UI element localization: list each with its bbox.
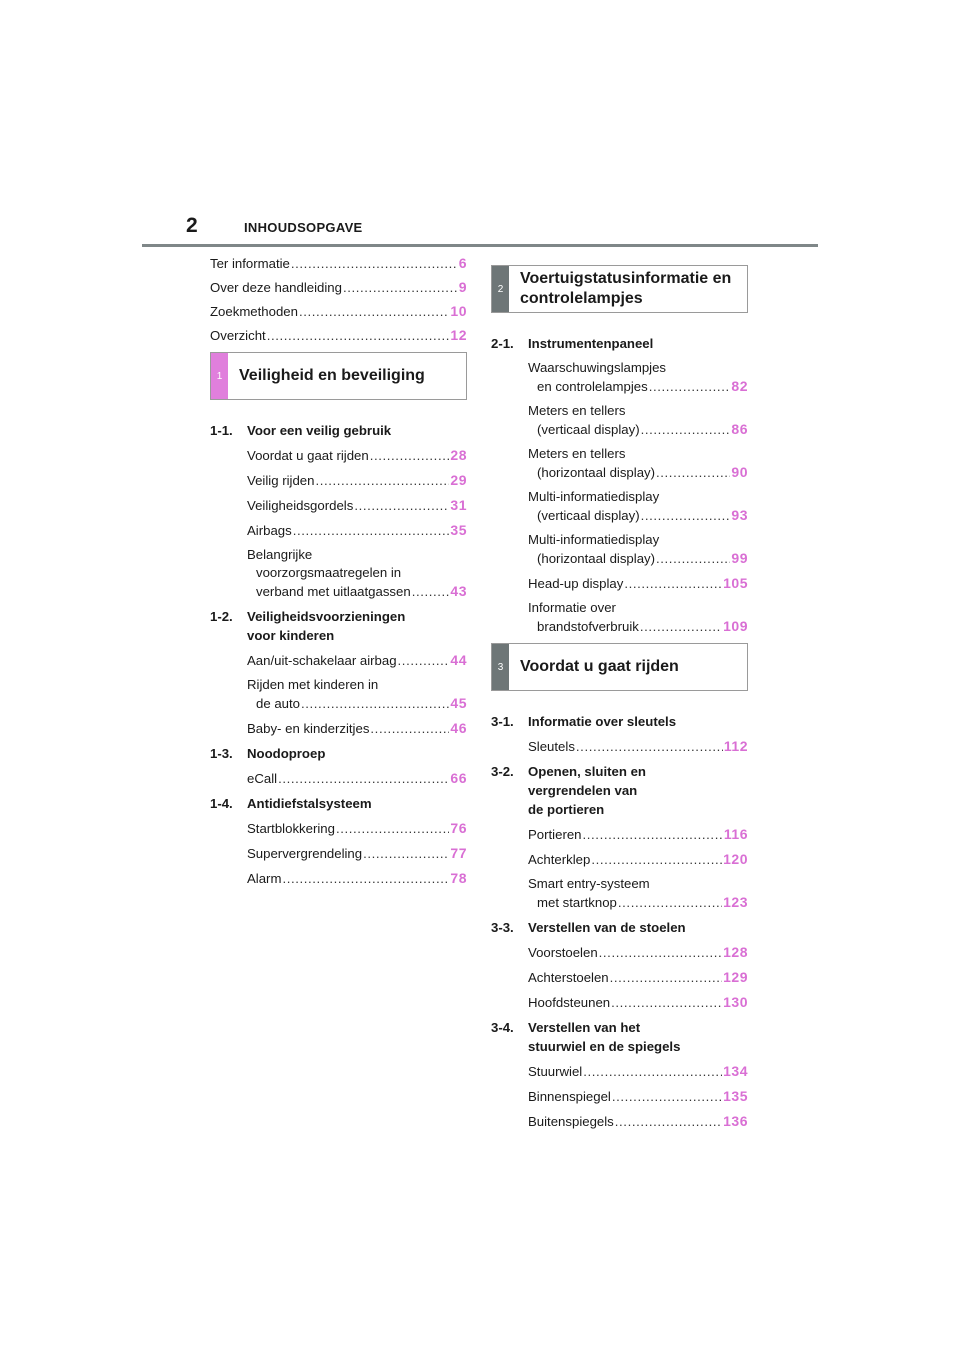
leader-dots [412,583,450,601]
toc-entry-label: (verticaal display) [537,422,640,437]
toc-subentry [528,850,748,869]
leader-dots [624,575,722,593]
section-heading[interactable] [210,421,467,440]
toc-page-link[interactable]: 43 [450,583,467,599]
toc-group [210,607,467,738]
chapter-heading-box[interactable] [491,265,748,313]
toc-subentry [247,521,467,540]
toc-entry[interactable] [528,1087,748,1106]
toc-subentry [247,819,467,838]
toc-entry-text: Smart entry-systeem [528,876,650,891]
toc-page-link[interactable]: 99 [731,550,748,566]
toc-entry[interactable] [247,719,467,738]
toc-subentry [528,943,748,962]
section-number: 3-1. [491,714,514,729]
toc-group [491,918,748,1012]
toc-subentry [528,402,748,439]
leader-dots [343,279,458,297]
section-heading[interactable] [491,334,748,353]
leader-dots [583,826,723,844]
toc-subentry [247,844,467,863]
toc-subentry [247,471,467,490]
toc-page-link[interactable]: 45 [450,695,467,711]
toc-entry[interactable] [528,993,748,1012]
leader-dots [610,969,723,987]
leader-dots [282,870,449,888]
section-heading[interactable] [491,762,748,819]
toc-subentry [247,769,467,788]
section-number: 1-1. [210,423,233,438]
section-number: 1-3. [210,746,233,761]
leader-dots [576,738,723,756]
toc-entry[interactable] [528,825,748,844]
toc-page-link[interactable]: 116 [723,826,748,842]
toc-subentry [528,875,748,912]
toc-group [210,744,467,788]
section-number: 3-3. [491,920,514,935]
chapter-1-section [210,352,467,888]
section-number: 3-2. [491,764,514,779]
toc-entry-text: Multi-informatiedisplay [528,532,660,547]
toc-entry-label: (horizontaal display) [537,551,656,566]
toc-entry-label: Alarm [247,871,282,886]
leader-dots [354,497,449,515]
toc-page-link[interactable]: 105 [723,575,748,591]
toc-group [491,712,748,756]
toc-entry-label: Buitenspiegels [528,1114,614,1129]
toc-page-link[interactable]: 136 [723,1113,748,1129]
toc-entry[interactable] [528,893,748,912]
section-heading[interactable] [210,607,467,645]
toc-entry-label: Veiligheidsgordels [247,498,354,513]
toc-subentry [528,1087,748,1106]
leader-dots [315,472,449,490]
toc-entry-label: Supervergrendeling [247,846,363,861]
toc-entry[interactable] [528,1062,748,1081]
section-heading[interactable] [491,1018,748,1056]
toc-subentry [528,1062,748,1081]
section-title: Verstellen van de stoelen [528,920,686,935]
toc-entry[interactable] [210,326,467,345]
toc-entry[interactable] [528,506,748,525]
chapter-tab: 2 [492,266,509,312]
running-title: INHOUDSOPGAVE [244,220,363,235]
toc-entry-label: brandstofverbruik [537,619,639,634]
toc-entry[interactable] [247,844,467,863]
toc-entry[interactable] [210,254,467,273]
toc-entry-label: Binnenspiegel [528,1089,611,1104]
section-number: 3-4. [491,1020,514,1035]
toc-page-link[interactable]: 44 [450,652,467,668]
toc-entry[interactable] [528,463,748,482]
toc-entry-label: Voorstoelen [528,945,598,960]
toc-subentry [528,993,748,1012]
toc-column-left [210,254,467,894]
leader-dots [611,994,722,1012]
toc-group [491,334,748,636]
toc-entry[interactable] [247,446,467,465]
toc-entry-text: Meters en tellers [528,403,626,418]
section-number: 2-1. [491,336,514,351]
toc-entry-label: Stuurwiel [528,1064,583,1079]
toc-entry-text: Multi-informatiedisplay [528,489,660,504]
toc-subentry [528,574,748,593]
toc-entry-text: Meters en tellers [528,446,626,461]
leader-dots [267,327,450,345]
chapter-heading-box[interactable] [210,352,467,400]
toc-subentry [528,445,748,482]
toc-page-link[interactable]: 29 [450,472,467,488]
toc-page-link[interactable]: 12 [450,327,467,343]
toc-entry[interactable] [247,651,467,670]
toc-entry-text: Rijden met kinderen in [247,677,379,692]
toc-page-link[interactable]: 129 [723,969,748,985]
leader-dots [301,695,449,713]
leader-dots [370,720,449,738]
leader-dots [591,851,722,869]
toc-page-link[interactable]: 109 [723,618,748,634]
toc-page-link[interactable]: 120 [723,851,748,867]
toc-entry[interactable] [528,574,748,593]
leader-dots [293,522,450,540]
toc-entry[interactable] [247,521,467,540]
toc-entry-label: Baby- en kinderzitjes [247,721,370,736]
leader-dots [278,770,449,788]
toc-subentry [528,488,748,525]
leader-dots [599,944,722,962]
section-title: Informatie over sleutels [528,714,677,729]
toc-entry-text: Waarschuwingslampjes [528,360,667,375]
toc-subentry [247,496,467,515]
toc-entry[interactable] [247,769,467,788]
leader-dots [618,894,722,912]
toc-entry-label: Voordat u gaat rijden [247,448,369,463]
toc-page-link[interactable]: 46 [450,720,467,736]
toc-page-link[interactable]: 10 [450,303,467,319]
toc-subentry [247,546,467,601]
toc-group [210,794,467,888]
chapter-3-section [491,643,748,1131]
toc-group [491,1018,748,1131]
leader-dots [641,421,731,439]
toc-entry-text: voorzorgsmaatregelen in [256,565,402,580]
toc-subentry [528,825,748,844]
leader-dots [370,447,450,465]
toc-entry-label: met startknop [537,895,617,910]
toc-page-link[interactable]: 77 [450,845,467,861]
toc-entry[interactable] [528,377,748,396]
section-title: Veiligheidsvoorzieningen voor kinderen [247,609,406,643]
toc-entry-label: en controlelampjes [537,379,648,394]
toc-entry-label: Aan/uit-schakelaar airbag [247,653,397,668]
toc-column-right [491,258,748,1137]
toc-page-link[interactable]: 112 [723,738,748,754]
toc-entry-label: Portieren [528,827,582,842]
toc-subentry [247,719,467,738]
leader-dots [291,255,458,273]
toc-subentry [247,676,467,713]
toc-subentry [247,446,467,465]
toc-page-link[interactable]: 76 [450,820,467,836]
toc-entry-label: eCall [247,771,278,786]
toc-entry-label: Sleutels [528,739,575,754]
toc-page-link[interactable]: 78 [450,870,467,886]
toc-subentry [528,359,748,396]
toc-subentry [247,869,467,888]
toc-entry[interactable] [247,819,467,838]
toc-entry-text: Belangrijke [247,547,313,562]
toc-entry-label: (horizontaal display) [537,465,656,480]
chapter-tab: 3 [492,644,509,690]
toc-entry-label: Startblokkering [247,821,335,836]
toc-group [491,762,748,912]
toc-entry[interactable] [528,850,748,869]
leader-dots [612,1088,722,1106]
section-title: Antidiefstalsysteem [247,796,372,811]
leader-dots [398,652,450,670]
toc-entry[interactable] [210,278,467,297]
toc-entry[interactable] [247,582,467,601]
leader-dots [656,550,730,568]
toc-entry[interactable] [247,869,467,888]
toc-entry[interactable] [528,968,748,987]
toc-entry-label: Over deze handleiding [210,280,342,295]
header-rule [142,244,818,247]
section-number: 1-2. [210,609,233,624]
toc-entry[interactable] [528,737,748,756]
section-title: Openen, sluiten en vergrendelen van de portieren [528,764,646,817]
leader-dots [363,845,449,863]
toc-entry-label: Zoekmethoden [210,304,298,319]
leader-dots [299,303,449,321]
toc-entry-label: Achterstoelen [528,970,609,985]
toc-entry-label: Hoofdsteunen [528,995,611,1010]
page-number: 2 [186,214,198,237]
toc-entry-label: Veilig rijden [247,473,315,488]
section-title: Verstellen van het stuurwiel en de spiegels [528,1020,681,1054]
toc-page-link[interactable]: 123 [723,894,748,910]
toc-page-link[interactable]: 128 [723,944,748,960]
toc-page-link[interactable]: 31 [450,497,467,513]
chapter-title: Voertuigstatusinformatie en controlelampjes [520,270,732,307]
section-title: Voor een veilig gebruik [247,423,392,438]
leader-dots [649,378,731,396]
toc-page-link[interactable]: 93 [731,507,748,523]
chapter-2-section [491,265,748,636]
toc-page-link[interactable]: 86 [731,421,748,437]
toc-entry[interactable] [247,471,467,490]
toc-page-link[interactable]: 9 [458,279,467,295]
toc-page-link[interactable]: 28 [450,447,467,463]
leader-dots [640,618,722,636]
section-heading[interactable] [210,794,467,813]
chapter-tab: 1 [211,353,228,399]
toc-entry-label: Airbags [247,523,292,538]
toc-entry[interactable] [247,496,467,515]
toc-entry-label: Ter informatie [210,256,290,271]
toc-entry[interactable] [528,943,748,962]
toc-entry-label: de auto [256,696,300,711]
toc-entry-text: Informatie over [528,600,616,615]
leader-dots [641,507,731,525]
toc-entry[interactable] [528,549,748,568]
toc-entry-label: Overzicht [210,328,266,343]
section-heading[interactable] [210,744,467,763]
leader-dots [615,1113,722,1131]
toc-entry[interactable] [528,420,748,439]
leader-dots [656,464,730,482]
section-title: Instrumentenpaneel [528,336,654,351]
toc-entry-label: (verticaal display) [537,508,640,523]
toc-page-link[interactable]: 82 [731,378,748,394]
toc-page-link[interactable]: 130 [723,994,748,1010]
toc-subentry [528,737,748,756]
leader-dots [336,820,449,838]
toc-entry[interactable] [247,694,467,713]
toc-subentry [528,968,748,987]
section-heading[interactable] [491,918,748,937]
toc-entry[interactable] [528,617,748,636]
toc-page-link[interactable]: 134 [723,1063,748,1079]
section-number: 1-4. [210,796,233,811]
intro-list [210,254,467,345]
toc-group [210,421,467,601]
chapter-heading-box[interactable] [491,643,748,691]
section-title: Noodoproep [247,746,326,761]
toc-subentry [528,531,748,568]
chapter-title: Voordat u gaat rijden [520,658,679,675]
toc-entry[interactable] [528,1112,748,1131]
toc-entry-label: Achterklep [528,852,591,867]
toc-entry[interactable] [210,302,467,321]
toc-page-link[interactable]: 90 [731,464,748,480]
toc-page-link[interactable]: 6 [458,255,467,271]
toc-page-link[interactable]: 35 [450,522,467,538]
chapter-title: Veiligheid en beveiliging [239,367,425,384]
toc-page-link[interactable]: 66 [450,770,467,786]
toc-entry-label: verband met uitlaatgassen [256,584,411,599]
toc-page-link[interactable]: 135 [723,1088,748,1104]
toc-subentry [528,599,748,636]
leader-dots [583,1063,722,1081]
section-heading[interactable] [491,712,748,731]
toc-subentry [528,1112,748,1131]
toc-subentry [247,651,467,670]
toc-entry-label: Head-up display [528,576,624,591]
